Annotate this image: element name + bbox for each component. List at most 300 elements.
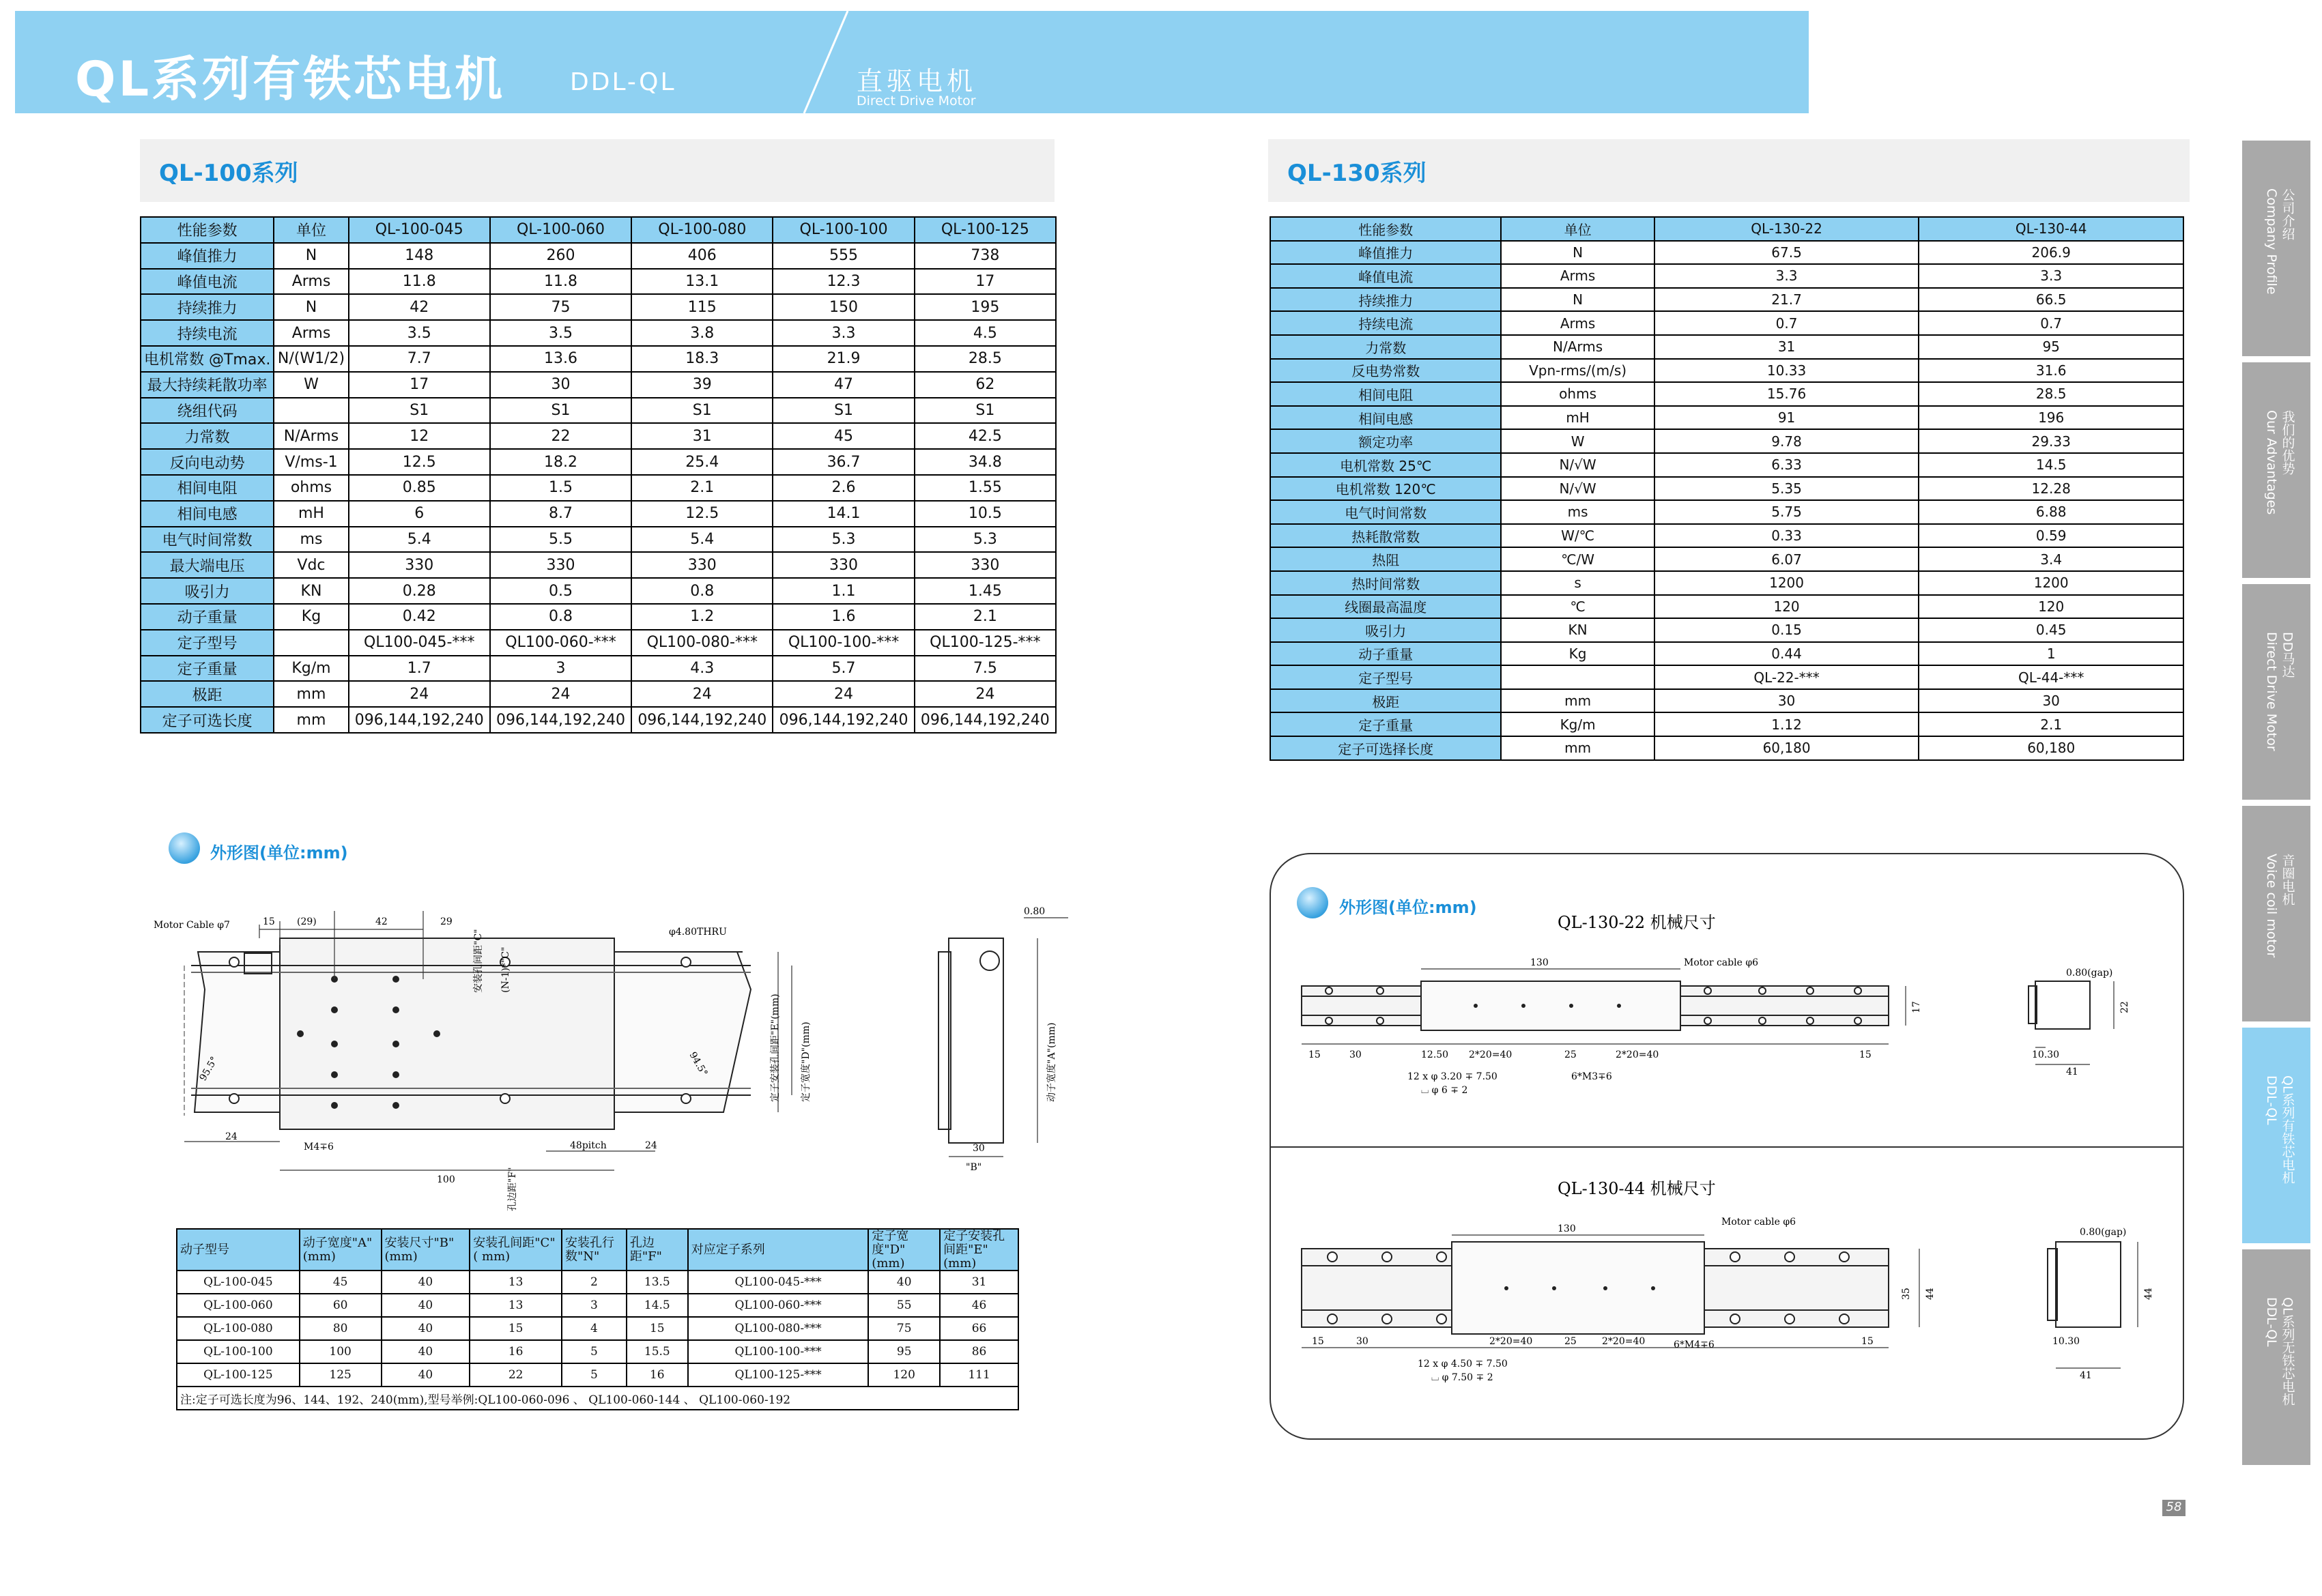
table-cell: s xyxy=(1501,571,1654,595)
table-cell: 5.3 xyxy=(915,527,1056,553)
column-header: 对应定子系列 xyxy=(688,1229,869,1271)
table-cell: 7.7 xyxy=(349,346,490,372)
table-cell: QL100-045-*** xyxy=(349,630,490,656)
frame-divider xyxy=(1271,1146,2183,1148)
table-row xyxy=(1270,359,2183,383)
table-header-row xyxy=(177,1229,1018,1271)
table-cell: 15.76 xyxy=(1654,382,1919,406)
table-row xyxy=(141,243,1056,269)
param-name: 电气时间常数 xyxy=(1270,500,1501,524)
param-name: 持续推力 xyxy=(141,294,274,320)
table-cell: 40 xyxy=(382,1317,470,1340)
table-cell: 22 xyxy=(470,1363,562,1387)
svg-text:35: 35 xyxy=(1901,1288,1912,1300)
param-name: 定子可选择长度 xyxy=(1270,736,1501,760)
table-cell: N/√W xyxy=(1501,477,1654,501)
svg-text:44: 44 xyxy=(1925,1288,1936,1300)
header-slash xyxy=(799,11,853,113)
svg-text:15: 15 xyxy=(1859,1049,1872,1060)
table-cell: S1 xyxy=(915,398,1056,424)
table-cell: 330 xyxy=(915,552,1056,578)
table-cell: 18.3 xyxy=(631,346,773,372)
svg-text:6*M4∓6: 6*M4∓6 xyxy=(1674,1339,1715,1350)
svg-text:130: 130 xyxy=(1558,1223,1576,1234)
table-cell: 111 xyxy=(940,1363,1018,1387)
table-cell: 18.2 xyxy=(490,449,631,475)
table-cell: 42.5 xyxy=(915,423,1056,449)
table-cell: S1 xyxy=(349,398,490,424)
param-name: 相间电阻 xyxy=(1270,382,1501,406)
table-cell xyxy=(1501,665,1654,689)
svg-text:10.30: 10.30 xyxy=(2052,1336,2080,1347)
param-name: 力常数 xyxy=(1270,335,1501,359)
table-cell: Arms xyxy=(1501,311,1654,335)
table-row xyxy=(141,346,1056,372)
page-title: QL系列有铁芯电机 xyxy=(75,51,506,107)
table-row xyxy=(1270,618,2183,642)
table-cell: 45 xyxy=(300,1271,382,1294)
spec-table-ql100 xyxy=(140,216,1057,734)
table-cell: N xyxy=(274,294,348,320)
dimension-table-ql100 xyxy=(176,1228,1019,1410)
table-cell: 28.5 xyxy=(1919,382,2183,406)
param-name: 峰值推力 xyxy=(141,243,274,269)
param-name: 动子重量 xyxy=(141,604,274,630)
category-en: Direct Drive Motor xyxy=(857,93,976,108)
model-code: DDL-QL xyxy=(570,68,676,96)
param-name: 定子重量 xyxy=(141,656,274,682)
table-row xyxy=(177,1294,1018,1317)
table-cell: 5.7 xyxy=(773,656,914,682)
table-cell: 1 xyxy=(1919,642,2183,666)
table-row xyxy=(141,398,1056,424)
table-cell: 5 xyxy=(562,1340,627,1363)
table-cell: 2.1 xyxy=(915,604,1056,630)
table-cell: QL100-125-*** xyxy=(688,1363,869,1387)
table-row xyxy=(1270,689,2183,713)
table-cell: 0.15 xyxy=(1654,618,1919,642)
side-tab-6[interactable] xyxy=(2242,1249,2310,1468)
table-cell: 47 xyxy=(773,372,914,398)
table-cell: ℃/W xyxy=(1501,547,1654,571)
table-cell: W xyxy=(274,372,348,398)
table-cell: 115 xyxy=(631,294,773,320)
svg-text:15: 15 xyxy=(1312,1336,1324,1347)
table-cell: QL-100-060 xyxy=(177,1294,300,1317)
table-cell: Kg xyxy=(1501,642,1654,666)
table-cell: QL100-045-*** xyxy=(688,1271,869,1294)
table-cell: 22 xyxy=(490,423,631,449)
param-name: 电机常数 25℃ xyxy=(1270,453,1501,477)
table-cell: 3 xyxy=(562,1294,627,1317)
table-cell: Vdc xyxy=(274,552,348,578)
table-cell: 8.7 xyxy=(490,501,631,527)
table-cell: 260 xyxy=(490,243,631,269)
table-row xyxy=(177,1340,1018,1363)
table-cell: 24 xyxy=(773,681,914,707)
table-cell: 31 xyxy=(631,423,773,449)
param-name: 吸引力 xyxy=(141,578,274,604)
table-cell: 125 xyxy=(300,1363,382,1387)
svg-text:2*20=40: 2*20=40 xyxy=(1489,1336,1533,1347)
section-title-right: QL-130系列 xyxy=(1287,160,1427,187)
table-cell: 148 xyxy=(349,243,490,269)
svg-text:定子安装孔间距"E"(mm): 定子安装孔间距"E"(mm) xyxy=(770,993,781,1102)
side-tab-en: Direct Drive Motor xyxy=(2263,632,2279,751)
column-header: 性能参数 xyxy=(1270,217,1501,241)
table-row xyxy=(177,1271,1018,1294)
table-cell: 40 xyxy=(382,1340,470,1363)
table-cell: 40 xyxy=(382,1294,470,1317)
table-row xyxy=(1270,642,2183,666)
svg-text:24: 24 xyxy=(645,1140,657,1151)
svg-text:15: 15 xyxy=(1308,1049,1321,1060)
param-name: 相间电阻 xyxy=(141,475,274,501)
param-name: 绕组代码 xyxy=(141,398,274,424)
table-row xyxy=(1270,335,2183,359)
svg-text:10.30: 10.30 xyxy=(2032,1049,2060,1060)
svg-text:30: 30 xyxy=(973,1143,985,1154)
table-cell: 3.8 xyxy=(631,320,773,346)
table-cell: 1200 xyxy=(1654,571,1919,595)
table-cell: 1.5 xyxy=(490,475,631,501)
column-header: QL-130-22 xyxy=(1654,217,1919,241)
table-cell: 40 xyxy=(382,1271,470,1294)
table-cell: 1.45 xyxy=(915,578,1056,604)
table-cell: 5.4 xyxy=(631,527,773,553)
svg-text:12.50: 12.50 xyxy=(1421,1049,1449,1060)
side-tab-5[interactable] xyxy=(2242,1028,2310,1246)
table-cell: 60,180 xyxy=(1919,736,2183,760)
table-row xyxy=(1270,547,2183,571)
table-cell: 4.5 xyxy=(915,320,1056,346)
drawing-title-22: QL-130-22 机械尺寸 xyxy=(1558,913,1716,932)
param-name: 峰值电流 xyxy=(141,269,274,295)
table-cell: 75 xyxy=(868,1317,940,1340)
table-cell: QL100-080-*** xyxy=(631,630,773,656)
table-row xyxy=(141,656,1056,682)
table-cell: 096,144,192,240 xyxy=(773,707,914,733)
table-cell: ms xyxy=(1501,500,1654,524)
param-name: 最大端电压 xyxy=(141,552,274,578)
table-cell: 096,144,192,240 xyxy=(349,707,490,733)
table-cell: 11.8 xyxy=(349,269,490,295)
svg-text:动子宽度"A"(mm): 动子宽度"A"(mm) xyxy=(1046,1022,1057,1102)
motor-cable-text: Motor Cable φ7 xyxy=(154,920,230,931)
param-name: 动子重量 xyxy=(1270,642,1501,666)
table-cell: N xyxy=(1501,241,1654,265)
svg-text:⌴ φ 7.50 ∓ 2: ⌴ φ 7.50 ∓ 2 xyxy=(1431,1372,1493,1383)
param-name: 定子可选长度 xyxy=(141,707,274,733)
table-cell: 1.6 xyxy=(773,604,914,630)
svg-text:0.80(gap): 0.80(gap) xyxy=(2080,1227,2127,1238)
svg-text:25: 25 xyxy=(1564,1049,1577,1060)
table-row xyxy=(1270,500,2183,524)
table-row xyxy=(1270,524,2183,548)
svg-text:41: 41 xyxy=(2066,1067,2078,1077)
param-name: 极距 xyxy=(141,681,274,707)
side-tab-label xyxy=(2263,1297,2295,1406)
column-header: 安装孔间距"C"( mm) xyxy=(470,1229,562,1271)
param-name: 定子型号 xyxy=(141,630,274,656)
table-cell: 25.4 xyxy=(631,449,773,475)
table-cell: 330 xyxy=(631,552,773,578)
svg-text:30: 30 xyxy=(1356,1336,1368,1347)
table-cell: mm xyxy=(1501,689,1654,713)
column-header: QL-130-44 xyxy=(1919,217,2183,241)
table-cell: 16 xyxy=(627,1363,688,1387)
svg-text:15: 15 xyxy=(263,916,275,927)
side-tab-2[interactable] xyxy=(2242,362,2310,581)
svg-text:0.80(gap): 0.80(gap) xyxy=(2066,968,2113,978)
table-cell: 10.5 xyxy=(915,501,1056,527)
param-name: 电机常数 @Tmax. xyxy=(141,346,274,372)
table-row xyxy=(141,707,1056,733)
table-cell: 096,144,192,240 xyxy=(631,707,773,733)
side-tab-en: Voice coil motor xyxy=(2263,854,2279,958)
param-name: 反向电动势 xyxy=(141,449,274,475)
table-cell: 91 xyxy=(1654,406,1919,430)
table-row xyxy=(1270,453,2183,477)
table-cell: 0.42 xyxy=(349,604,490,630)
svg-text:6*M3∓6: 6*M3∓6 xyxy=(1571,1071,1612,1082)
table-cell: KN xyxy=(1501,618,1654,642)
table-row xyxy=(1270,429,2183,453)
table-cell: 6.88 xyxy=(1919,500,2183,524)
table-cell: 16 xyxy=(470,1340,562,1363)
table-cell: 096,144,192,240 xyxy=(915,707,1056,733)
table-cell: 4 xyxy=(562,1317,627,1340)
table-cell: QL100-100-*** xyxy=(773,630,914,656)
svg-text:Motor cable φ6: Motor cable φ6 xyxy=(1721,1217,1796,1228)
svg-text:φ4.80THRU: φ4.80THRU xyxy=(669,927,727,938)
table-cell: 12.28 xyxy=(1919,477,2183,501)
table-cell: S1 xyxy=(631,398,773,424)
side-tab-4[interactable] xyxy=(2242,806,2310,1024)
table-cell: QL100-100-*** xyxy=(688,1340,869,1363)
table-cell: 3.4 xyxy=(1919,547,2183,571)
side-tab-en: DDL-QL xyxy=(2263,1075,2279,1125)
table-cell: 5.4 xyxy=(349,527,490,553)
table-cell: 4.3 xyxy=(631,656,773,682)
table-cell: 5.3 xyxy=(773,527,914,553)
table-cell: N xyxy=(1501,288,1654,312)
table-cell: Kg/m xyxy=(1501,712,1654,736)
side-tab-cn: 我们的优势 xyxy=(2280,410,2295,475)
table-row xyxy=(141,449,1056,475)
svg-text:12 x φ 4.50 ∓ 7.50: 12 x φ 4.50 ∓ 7.50 xyxy=(1418,1359,1508,1369)
table-cell: 86 xyxy=(940,1340,1018,1363)
svg-text:17: 17 xyxy=(1911,1001,1922,1013)
column-header: QL-100-080 xyxy=(631,217,773,243)
table-cell: 80 xyxy=(300,1317,382,1340)
table-cell: N xyxy=(274,243,348,269)
side-tab-label xyxy=(2263,854,2295,957)
table-cell: 67.5 xyxy=(1654,241,1919,265)
table-cell: 2.1 xyxy=(631,475,773,501)
table-cell: 120 xyxy=(1919,595,2183,619)
table-cell: 120 xyxy=(1654,595,1919,619)
svg-text:15: 15 xyxy=(1861,1336,1874,1347)
side-tab-1[interactable] xyxy=(2242,141,2310,359)
column-header: 性能参数 xyxy=(141,217,274,243)
table-cell: ohms xyxy=(274,475,348,501)
svg-text:48pitch: 48pitch xyxy=(570,1140,607,1151)
table-cell: 330 xyxy=(490,552,631,578)
svg-text:29: 29 xyxy=(440,916,453,927)
table-cell: 13 xyxy=(470,1294,562,1317)
side-tab-en: DDL-QL xyxy=(2263,1297,2279,1347)
table-cell: 46 xyxy=(940,1294,1018,1317)
param-name: 峰值推力 xyxy=(1270,241,1501,265)
table-cell: 24 xyxy=(915,681,1056,707)
table-cell: 45 xyxy=(773,423,914,449)
table-cell: 29.33 xyxy=(1919,429,2183,453)
table-cell: QL-44-*** xyxy=(1919,665,2183,689)
table-cell: 3.5 xyxy=(490,320,631,346)
svg-text:2*20=40: 2*20=40 xyxy=(1616,1049,1659,1060)
table-cell: 2.6 xyxy=(773,475,914,501)
table-cell: 0.7 xyxy=(1919,311,2183,335)
param-name: 极距 xyxy=(1270,689,1501,713)
table-cell: 30 xyxy=(490,372,631,398)
table-cell: 3.5 xyxy=(349,320,490,346)
table-cell: 100 xyxy=(300,1340,382,1363)
param-name: 反电势常数 xyxy=(1270,359,1501,383)
side-tab-cn: 音圈电机 xyxy=(2280,854,2295,905)
table-cell: 14.5 xyxy=(1919,453,2183,477)
param-name: 热耗散常数 xyxy=(1270,524,1501,548)
svg-text:130: 130 xyxy=(1530,957,1549,968)
param-name: 热时间常数 xyxy=(1270,571,1501,595)
table-cell: Vpn-rms/(m/s) xyxy=(1501,359,1654,383)
table-cell: 10.33 xyxy=(1654,359,1919,383)
svg-text:100: 100 xyxy=(437,1174,455,1185)
table-cell: 2.1 xyxy=(1919,712,2183,736)
param-name: 力常数 xyxy=(141,423,274,449)
table-cell: 13 xyxy=(470,1271,562,1294)
section-title: QL-100系列 xyxy=(159,160,298,187)
table-row xyxy=(141,423,1056,449)
table-cell: N/Arms xyxy=(1501,335,1654,359)
table-cell: mH xyxy=(274,501,348,527)
param-name: 吸引力 xyxy=(1270,618,1501,642)
table-row xyxy=(141,527,1056,553)
table-cell xyxy=(274,398,348,424)
table-cell: 31 xyxy=(1654,335,1919,359)
table-cell: 21.7 xyxy=(1654,288,1919,312)
table-cell: V/ms-1 xyxy=(274,449,348,475)
table-cell: 1200 xyxy=(1919,571,2183,595)
table-cell: 0.45 xyxy=(1919,618,2183,642)
svg-text:安装孔间距"C": 安装孔间距"C" xyxy=(473,929,484,993)
table-cell: 0.8 xyxy=(490,604,631,630)
side-tab-3[interactable] xyxy=(2242,584,2310,802)
side-tab-label xyxy=(2263,632,2295,751)
svg-text:41: 41 xyxy=(2080,1370,2092,1381)
table-cell: 5.35 xyxy=(1654,477,1919,501)
table-cell: 0.59 xyxy=(1919,524,2183,548)
column-header: QL-100-100 xyxy=(773,217,914,243)
svg-text:2*20=40: 2*20=40 xyxy=(1602,1336,1646,1347)
ql130-22-drawing xyxy=(1271,901,2183,1146)
table-cell: 9.78 xyxy=(1654,429,1919,453)
table-cell: 196 xyxy=(1919,406,2183,430)
param-name: 定子型号 xyxy=(1270,665,1501,689)
table-cell: 12.3 xyxy=(773,269,914,295)
table-row xyxy=(1270,311,2183,335)
table-cell: 66 xyxy=(940,1317,1018,1340)
side-tab-cn: QL系列无铁芯电机 xyxy=(2280,1297,2295,1406)
table-cell: Kg/m xyxy=(274,656,348,682)
table-cell: Kg xyxy=(274,604,348,630)
svg-text:25: 25 xyxy=(1564,1336,1577,1347)
table-row xyxy=(141,630,1056,656)
svg-text:定子宽度"D"(mm): 定子宽度"D"(mm) xyxy=(801,1021,812,1102)
table-row xyxy=(1270,665,2183,689)
svg-text:42: 42 xyxy=(375,916,388,927)
table-cell: 330 xyxy=(773,552,914,578)
table-cell: mm xyxy=(274,707,348,733)
table-cell: 62 xyxy=(915,372,1056,398)
table-cell: QL100-060-*** xyxy=(688,1294,869,1317)
section-bar-ql100 xyxy=(140,139,1055,202)
table-cell: 75 xyxy=(490,294,631,320)
table-cell: 14.5 xyxy=(627,1294,688,1317)
table-cell: 5.75 xyxy=(1654,500,1919,524)
table-cell: 206.9 xyxy=(1919,241,2183,265)
spec-table-ql130 xyxy=(1270,216,2184,761)
column-header: 安装孔行数"N" xyxy=(562,1229,627,1271)
table-cell: 42 xyxy=(349,294,490,320)
table-cell: 12 xyxy=(349,423,490,449)
table-cell: Arms xyxy=(274,269,348,295)
table-row xyxy=(141,501,1056,527)
table-cell: 66.5 xyxy=(1919,288,2183,312)
table-row xyxy=(141,604,1056,630)
table-cell: 0.33 xyxy=(1654,524,1919,548)
table-cell: 2 xyxy=(562,1271,627,1294)
column-header: 动子型号 xyxy=(177,1229,300,1271)
table-note: 注:定子可选长度为96、144、192、240(mm),型号举例:QL100-060-096 、 QL100-060-144 、 QL100-060-192 xyxy=(177,1387,1018,1410)
table-cell: 0.85 xyxy=(349,475,490,501)
svg-text:"B": "B" xyxy=(966,1162,982,1173)
table-cell: 0.7 xyxy=(1654,311,1919,335)
table-cell: QL100-060-*** xyxy=(490,630,631,656)
table-cell: 30 xyxy=(1654,689,1919,713)
param-name: 额定功率 xyxy=(1270,429,1501,453)
table-cell: ohms xyxy=(1501,382,1654,406)
side-tab-label xyxy=(2263,1075,2295,1184)
table-cell: 150 xyxy=(773,294,914,320)
table-cell: N/√W xyxy=(1501,453,1654,477)
column-header: 孔边距"F" xyxy=(627,1229,688,1271)
side-tab-en: Our Advantages xyxy=(2263,410,2279,515)
table-row xyxy=(177,1317,1018,1340)
table-row xyxy=(141,681,1056,707)
table-cell: 0.5 xyxy=(490,578,631,604)
table-cell: 55 xyxy=(868,1294,940,1317)
column-header: 定子宽度"D"(mm) xyxy=(868,1229,940,1271)
table-cell: 28.5 xyxy=(915,346,1056,372)
table-cell: 096,144,192,240 xyxy=(490,707,631,733)
table-cell: 21.9 xyxy=(773,346,914,372)
table-row xyxy=(1270,241,2183,265)
param-name: 最大持续耗散功率 xyxy=(141,372,274,398)
svg-text:94.5°: 94.5° xyxy=(687,1050,710,1079)
svg-text:24: 24 xyxy=(225,1131,238,1142)
table-cell: 738 xyxy=(915,243,1056,269)
